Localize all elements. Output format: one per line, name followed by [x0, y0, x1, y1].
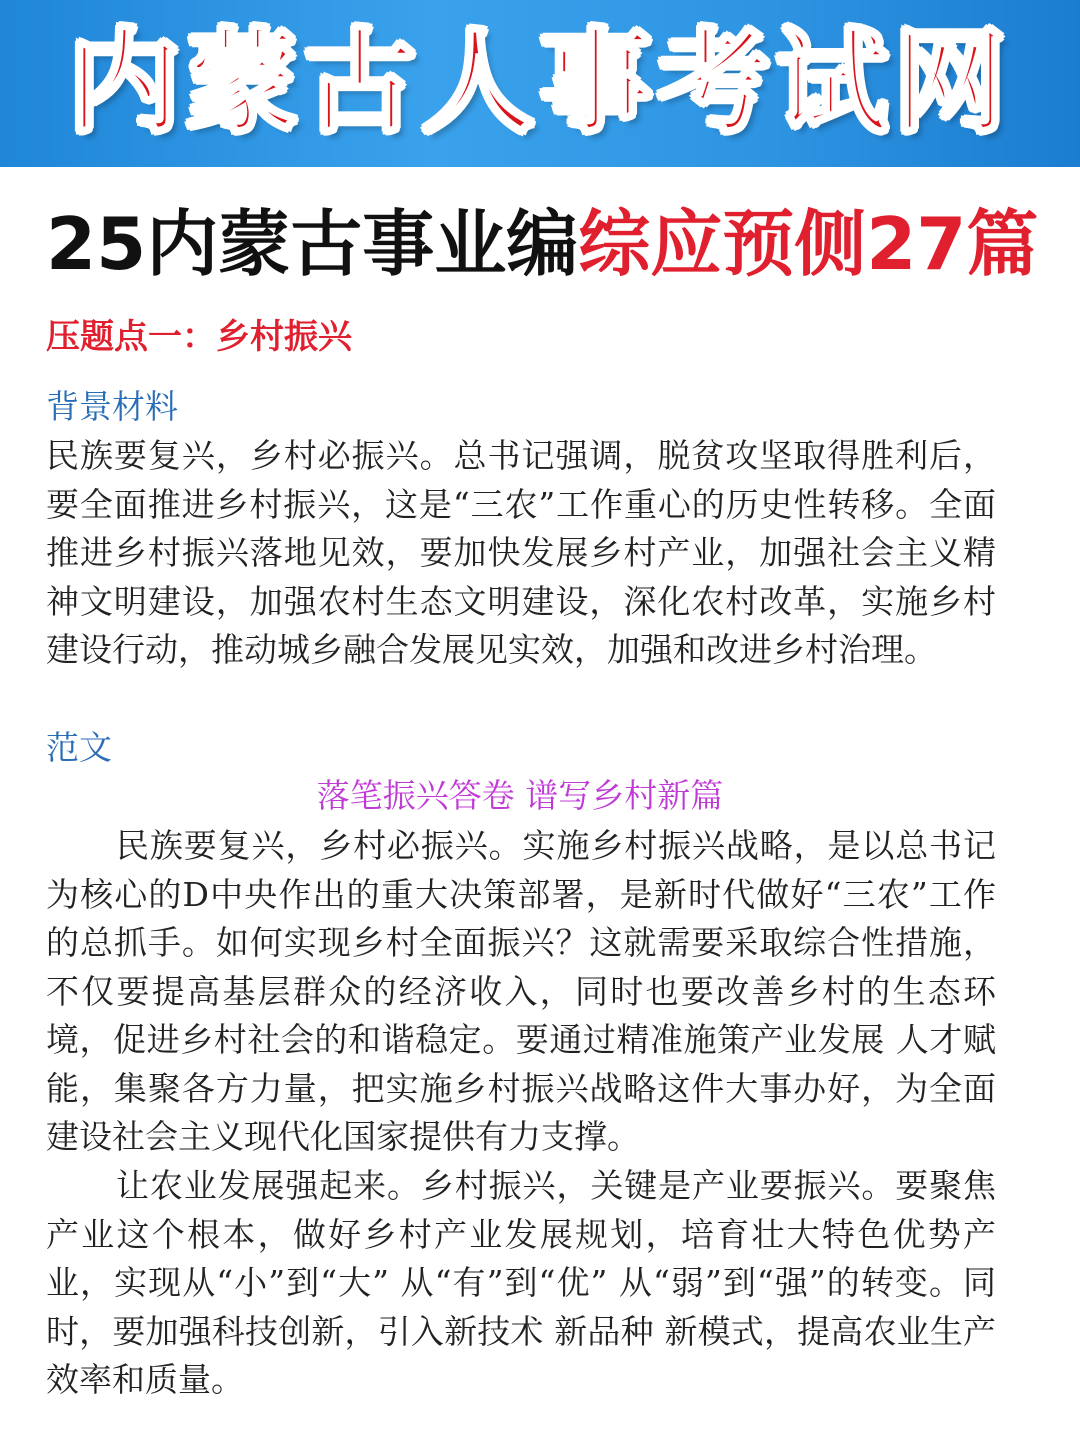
essay-title: 落笔振兴答卷 谱写乡村新篇: [316, 776, 724, 815]
page-headline: [46, 196, 1046, 292]
essay-paragraph-2: 让农业发展强起来。乡村振兴，关键是产业要振兴。要聚焦产业这个根本，做好乡村产业发展规划，培育壮大特色优势产业，实现从“小”到“大” 从“有”到“优” 从“弱”到“强”的转变。同时，要加强科技创新，引入新技术 新品种 新模式，提高农业生产效率和质量。: [46, 1166, 996, 1399]
banner-title: 内蒙古人事考试网: [68, 18, 1012, 148]
background-label: 背景材料: [46, 387, 178, 426]
headline-main: 25内蒙古事业编: [46, 202, 579, 286]
headline-highlight: 综应预侧27篇: [578, 202, 1039, 286]
background-text: 民族要复兴，乡村必振兴。总书记强调，脱贫攻坚取得胜利后，要全面推进乡村振兴，这是“三农”工作重心的历史性转移。全面推进乡村振兴落地见效，要加快发展乡村产业，加强社会主义精神文明建设，加强农村生态文明建设，深化农村改革，实施乡村建设行动，推动城乡融合发展见实效，加强和改进乡村治理。: [46, 436, 996, 669]
essay-label: 范文: [46, 728, 112, 767]
site-banner: [0, 0, 1080, 167]
essay-paragraph-1: 民族要复兴，乡村必振兴。实施乡村振兴战略，是以总书记为核心的D中央作出的重大决策部署，是新时代做好“三农”工作的总抓手。如何实现乡村全面振兴？这就需要采取综合性措施，不仅要提高基层群众的经济收入，同时也要改善乡村的生态环境，促进乡村社会的和谐稳定。要通过精准施策产业发展 人才赋能，集聚各方力量，把实施乡村振兴战略这件大事办好，为全面建设社会主义现代化国家提供有力支撑。: [46, 826, 996, 1156]
topic-subheading: 压题点一：乡村振兴: [46, 317, 352, 357]
